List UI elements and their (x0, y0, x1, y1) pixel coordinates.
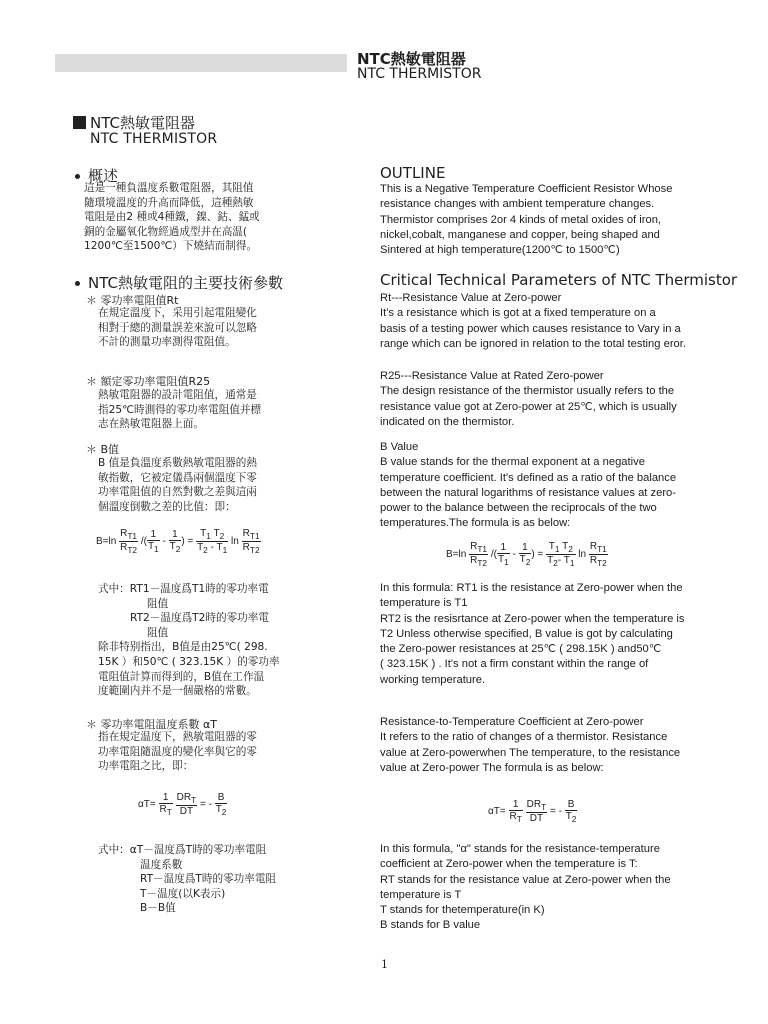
section-title-en: NTC THERMISTOR (90, 131, 218, 147)
r25-body-zh: 熱敏電阻器的設計電阻值，通常是 指25℃時測得的零功率電阻值并標 志在熱敏電阻器上面。 (98, 389, 262, 431)
header-title-zh: NTC熱敏電阻器 (357, 50, 466, 68)
alpha-where-en: In this formula, "α" stands for the resistance-temperature coefficient at Zero-power when the temperature is T: RT stands for the resistance value at Zero-power when the temperature is T T stands for thetemperature(in K) B stands for B value (380, 843, 671, 932)
r25-title-zh: ＊ 額定零功率電阻值R25 (86, 375, 211, 388)
b-where-en: In this formula: RT1 is the resistance at Zero-power when the temperature is T1 RT2 is the resisrtance at Zero-power when the temperature is T2 Unless otherwise specified, B value is got by calculating the Zero-power resistances at 25℃ ( 298.15K ) and50℃ ( 323.15K ) . It's not a firm constant within the range of working temperature. (380, 582, 685, 686)
outline-heading-zh: 概述 (75, 165, 118, 186)
alpha-where-zh: 式中：αT－温度爲T時的零功率電阻 温度系數 RT－温度爲T時的零功率電阻 T－温度(以K表示) B－B值 (98, 844, 277, 915)
alpha-formula-zh: αT= $\frac{1}{R_T}$ $\frac{DR_T}{DT}$ = - $\frac{B}{T_2}$ (138, 792, 227, 817)
alpha-body-en: Resistance-to-Temperature Coefficient at Zero-power It refers to the ratio of changes of a thermistor. Resistance value at Zero-powerwhen The temperature, to the resistance value at Zero-power The formula is as below: (380, 716, 681, 774)
header-title-en: NTC THERMISTOR (357, 66, 482, 82)
outline-heading-en: OUTLINE (380, 164, 446, 182)
params-heading-en: Critical Technical Parameters of NTC Thermistor (380, 271, 738, 289)
r25-body-en: R25---Resistance Value at Rated Zero-power The design resistance of the thermistor usually refers to the resistance value got at Zero-power at 25℃, which is usually indicated on the thermistor. (380, 370, 677, 428)
b-formula-zh: B=ln $\frac{R_{T1}}{R_{T2}}$ /( $\frac{1}{T_1}$ - $\frac{1}{T_2}$ ) = $\frac{T_1 T_2}{T_2 - T_1}$ ln $\frac{R_{T1}}{R_{T2}}$ (96, 528, 260, 555)
alpha-title-zh: ＊ 零功率電阻温度系數 αT (86, 718, 217, 731)
params-heading-zh: NTC熱敏電阻的主要技術參數 (75, 272, 283, 293)
rt-body-en: Rt---Resistance Value at Zero-power It's a resistance which is got at a fixed temperature on a basis of a testing power which causes resistance to Vary in a range which can be ignored in relation to the total testing eror. (380, 292, 686, 350)
section-square-icon (73, 116, 86, 129)
bullet-icon (75, 281, 80, 286)
b-where-zh: 式中：RT1－温度爲T1時的零功率電 阻值 RT2－温度爲T2時的零功率電 阻值 除非特别指出，B值是由25℃( 298. 15K ）和50℃ ( 323.15K ）的零功率 電阻值計算而得到的，B值在工作温 度範圍内并不是一個嚴格的常數。 (98, 583, 280, 698)
rt-title-zh: ＊ 零功率電阻值Rt (86, 294, 179, 307)
page-number: 1 (381, 958, 388, 971)
section-title-zh: NTC熱敏電阻器 (90, 114, 195, 132)
alpha-body-zh: 指在規定温度下，熱敏電阻器的零 功率電阻隨温度的變化率與它的零 功率電阻之比，即： (98, 731, 257, 773)
outline-body-zh: 這是一種負溫度系數電阻器，其阻值 隨環境溫度的升高而降低，這種熱敏 電阻是由2 種或4種鐵，鎳、鈷、錳或 銅的金屬氧化物經過成型并在高温( 1200℃至1500℃）下燒結而制得。 (84, 182, 260, 253)
b-body-en: B Value B value stands for the thermal exponent at a negative temperature coefficient. It's defined as a ratio of the balance between the natural logarithms of resistance values at zero- power to the balance between the reciprocals of the two temperatures.The formula is as below: (380, 441, 677, 530)
fraction: $\frac{R_{T1}}{R_{T2}}$ (120, 528, 138, 555)
outline-body-en: This is a Negative Temperature Coefficient Resistor Whose resistance changes with ambient temperature changes. Thermistor comprises 2or 4 kinds of metal oxides of iron, nickel,cobalt, manganese and copper, being shaped and Sintered at high temperature(1200℃ to 1500℃) (380, 183, 673, 257)
bullet-icon (75, 174, 80, 179)
header-bar (55, 54, 347, 72)
alpha-formula-en: αT= $\frac{1}{R_T}$ $\frac{DR_T}{DT}$ = - $\frac{B}{T_2}$ (488, 799, 577, 824)
b-title-zh: ＊ B值 (86, 443, 120, 456)
b-body-zh: B 值是負溫度系數熱敏電阻器的熱 敏指數，它被定儀爲兩個溫度下零 功率電阻值的自然對數之差與這兩 個溫度倒數之差的比值：即： (98, 457, 257, 513)
b-formula-en: B=ln $\frac{R_{T1}}{R_{T2}}$ /( $\frac{1}{T_1}$ - $\frac{1}{T_2}$ ) = $\frac{T_1 T_2}{T_2- T_1}$ ln $\frac{R_{T1}}{R_{T2}}$ (446, 541, 607, 568)
rt-body-zh: 在規定溫度下，采用引起電阻變化 相對于總的測量誤差來說可以忽略 不計的測量功率測得電阻值。 (98, 307, 257, 349)
